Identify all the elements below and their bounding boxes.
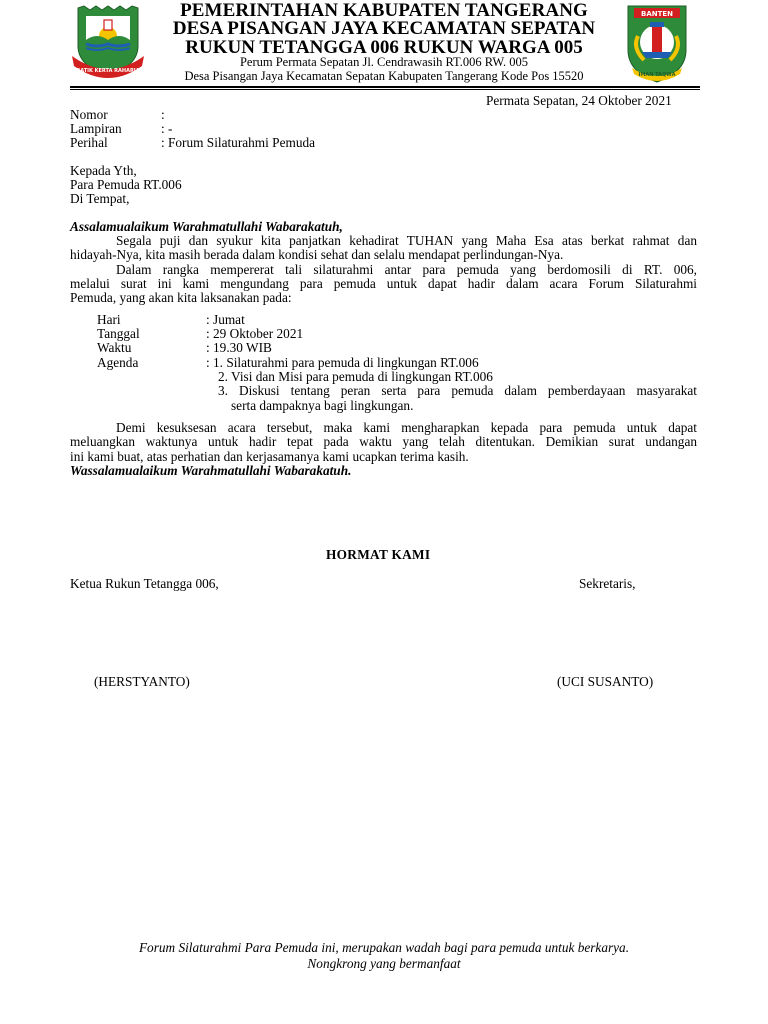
meta-subject-label: Perihal (70, 135, 108, 150)
signature-right-name: (UCI SUSANTO) (557, 674, 654, 689)
right-logo-bottom-text: IMAN TAQWA (638, 72, 676, 78)
para3-line-1: Demi kesuksesan acara tersebut, maka kami mengharapkan kepada para pemuda untuk dapat (116, 420, 697, 435)
event-agenda-item-3-cont: serta dampaknya bagi lingkungan. (231, 398, 414, 413)
letterhead-address-1: Perum Permata Sepatan Jl. Cendrawasih RT.006 RW. 005 (239, 55, 529, 69)
para2-line-1: Dalam rangka mempererat tali silaturahmi antar para pemuda yang berdomosili di RT. 006, (116, 262, 697, 277)
letterhead-line-1: PEMERINTAHAN KABUPATEN TANGERANG (180, 0, 588, 21)
meta-number-label: Nomor (70, 107, 108, 122)
opening-greeting: Assalamualaikum Warahmatullahi Wabarakatuh, (70, 219, 343, 234)
para3-line-3: ini kami buat, atas perhatian dan kerjasamanya kami ucapkan terima kasih. (70, 449, 469, 464)
event-day-value: : Jumat (206, 312, 245, 327)
meta-subject-value: : Forum Silaturahmi Pemuda (161, 135, 316, 150)
event-agenda-label: Agenda (97, 355, 139, 370)
event-day-label: Hari (97, 312, 121, 327)
letterhead-line-2: DESA PISANGAN JAYA KECAMATAN SEPATAN (172, 18, 596, 39)
event-agenda-item-1: : 1. Silaturahmi para pemuda di lingkungan RT.006 (206, 355, 479, 370)
meta-attachment-label: Lampiran (70, 121, 122, 136)
signature-left-title: Ketua Rukun Tetangga 006, (70, 576, 219, 591)
para2-line-2: melalui surat ini kami mengundang para pemuda untuk dapat hadir dalam acara Forum Silaturahmi (70, 276, 697, 291)
footer-line-1: Forum Silaturahmi Para Pemuda ini, merupakan wadah bagi para pemuda untuk berkarya. (138, 940, 630, 955)
para1-line-1: Segala puji dan syukur kita panjatkan kehadirat TUHAN yang Maha Esa atas berkat rahmat dan (116, 233, 697, 248)
footer-line-2: Nongkrong yang bermanfaat (307, 956, 461, 971)
letterhead-divider-thick (70, 86, 700, 88)
recipient-line-2: Para Pemuda RT.006 (70, 177, 182, 192)
right-logo-top-text: BANTEN (640, 10, 674, 18)
signature-heading: HORMAT KAMI (326, 547, 431, 562)
left-logo-ribbon-text: BATIK KERTA RAHARJA (76, 68, 140, 74)
event-agenda-item-3: 3. Diskusi tentang peran serta para pemuda dalam pemberdayaan masyarakat (218, 383, 697, 398)
para1-line-2: hidayah-Nya, kita masih berada dalam kondisi sehat dan selalu mendapat perlindungan-Nya. (70, 247, 564, 262)
event-date-value: : 29 Oktober 2021 (206, 326, 304, 341)
recipient-line-1: Kepada Yth, (70, 163, 137, 178)
event-agenda-item-2: 2. Visi dan Misi para pemuda di lingkungan RT.006 (218, 369, 493, 384)
event-date-label: Tanggal (97, 326, 140, 341)
meta-attachment-value: : - (161, 121, 173, 136)
recipient-line-3: Di Tempat, (70, 191, 130, 206)
signature-right-title: Sekretaris, (579, 576, 636, 591)
meta-number-value: : (161, 107, 165, 122)
para2-line-3: Pemuda, yang akan kita laksanakan pada: (70, 290, 292, 305)
signature-left-name: (HERSTYANTO) (94, 674, 190, 689)
letter-date: Permata Sepatan, 24 Oktober 2021 (486, 93, 672, 108)
event-time-value: : 19.30 WIB (206, 340, 272, 355)
letterhead-address-2: Desa Pisangan Jaya Kecamatan Sepatan Kabupaten Tangerang Kode Pos 15520 (184, 69, 584, 83)
letterhead-divider-thin (70, 89, 700, 90)
para3-line-2: meluangkan waktunya untuk hadir tepat pada waktu yang telah ditentukan. Demikian surat undangan (70, 434, 697, 449)
event-time-label: Waktu (97, 340, 132, 355)
closing-greeting: Wassalamualaikum Warahmatullahi Wabarakatuh. (70, 463, 352, 478)
letterhead-line-3: RUKUN TETANGGA 006 RUKUN WARGA 005 (185, 37, 583, 58)
